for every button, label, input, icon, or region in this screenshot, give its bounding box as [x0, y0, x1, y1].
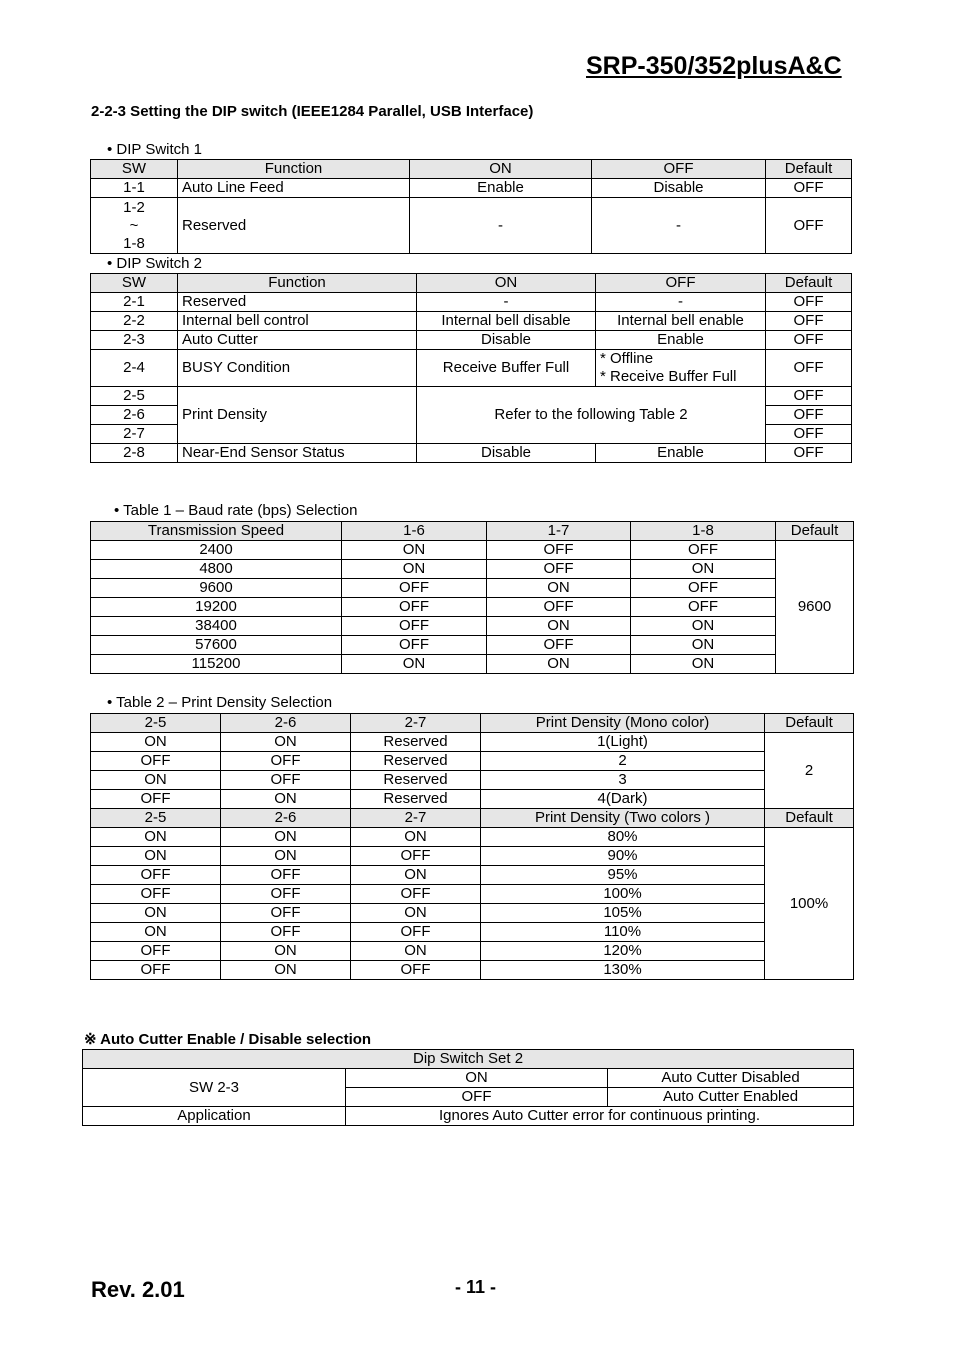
table-row: [91, 350, 852, 387]
table-cell: OFF: [221, 885, 351, 904]
header-cell: Print Density (Mono color): [481, 714, 765, 733]
table-cell: -: [417, 293, 596, 312]
table-cell: Receive Buffer Full: [417, 350, 596, 387]
table-row: [91, 942, 854, 961]
table-cell: 2-1: [91, 293, 178, 312]
table-row: [91, 560, 854, 579]
table-cell: OFF: [221, 923, 351, 942]
default-cell: 2: [765, 733, 854, 809]
table-cell: 2400: [91, 541, 342, 560]
table-cell: ON: [631, 560, 776, 579]
table-cell: ON: [221, 790, 351, 809]
default-cell: 9600: [776, 541, 854, 674]
table-row: [91, 771, 854, 790]
table-row: [91, 541, 854, 560]
table-cell: 115200: [91, 655, 342, 674]
table-cell: Disable: [592, 179, 766, 198]
header-cell: 2-6: [221, 809, 351, 828]
off-condition-offline: * Offline: [600, 350, 654, 367]
table-cell: SW 2-3: [83, 1069, 346, 1107]
table-row: [91, 885, 854, 904]
table-cell: Reserved: [178, 198, 410, 254]
revision-label: Rev. 2.01: [91, 1277, 185, 1302]
table-cell: -: [410, 198, 592, 254]
table-cell: OFF: [766, 179, 852, 198]
table-cell: 80%: [481, 828, 765, 847]
table-cell: 57600: [91, 636, 342, 655]
table-cell: OFF: [766, 293, 852, 312]
table-cell: Auto Cutter Enabled: [608, 1088, 854, 1107]
header-cell: SW: [91, 160, 178, 179]
table-cell: 3: [481, 771, 765, 790]
table-cell: OFF: [766, 387, 852, 406]
table-cell: 1-1: [91, 179, 178, 198]
table-header-row: [91, 714, 854, 733]
table-cell: ON: [342, 541, 487, 560]
section-title: 2-2-3 Setting the DIP switch (IEEE1284 Parallel, USB Interface): [91, 103, 534, 120]
table-cell: 100%: [481, 885, 765, 904]
table-cell: 38400: [91, 617, 342, 636]
table-cell: Internal bell control: [178, 312, 417, 331]
header-cell: OFF: [596, 274, 766, 293]
header-cell: Transmission Speed: [91, 522, 342, 541]
table-cell: ON: [487, 655, 631, 674]
table-cell: ON: [342, 560, 487, 579]
table-cell: OFF: [91, 885, 221, 904]
table-cell: ON: [487, 579, 631, 598]
table-cell: Enable: [596, 444, 766, 463]
document-title: SRP-350/352plusA&C: [586, 52, 842, 80]
table-cell: ON: [346, 1069, 608, 1088]
table-cell: ON: [91, 828, 221, 847]
table-cell: OFF: [346, 1088, 608, 1107]
table-cell: ON: [351, 866, 481, 885]
table-cell: OFF: [487, 560, 631, 579]
table-cell: ON: [91, 923, 221, 942]
table-cell: OFF: [91, 961, 221, 980]
table-row: [91, 444, 852, 463]
table-cell: [596, 350, 766, 387]
table-cell: Internal bell enable: [596, 312, 766, 331]
table-row: [83, 1069, 854, 1088]
table-cell: Auto Cutter: [178, 331, 417, 350]
table-cell: Auto Cutter Disabled: [608, 1069, 854, 1088]
table-row: [91, 752, 854, 771]
table-row: [91, 961, 854, 980]
table-cell: OFF: [766, 312, 852, 331]
header-cell: 2-7: [351, 809, 481, 828]
table-cell: Print Density: [178, 387, 417, 444]
table-header-row: [83, 1050, 854, 1069]
table-cell: OFF: [342, 636, 487, 655]
dip-switch-2-caption: • DIP Switch 2: [107, 255, 203, 272]
table-row: [91, 790, 854, 809]
header-cell: 2-6: [221, 714, 351, 733]
table-cell: ON: [351, 828, 481, 847]
table-cell: Reserved: [351, 733, 481, 752]
table-cell: 19200: [91, 598, 342, 617]
table-cell: 2-6: [91, 406, 178, 425]
table-cell: 1(Light): [481, 733, 765, 752]
table-cell: OFF: [766, 406, 852, 425]
table-cell: ON: [91, 847, 221, 866]
header-cell: 2-7: [351, 714, 481, 733]
table-row: [91, 198, 852, 254]
table-cell: 110%: [481, 923, 765, 942]
header-cell: 1-8: [631, 522, 776, 541]
table-cell: Internal bell disable: [417, 312, 596, 331]
table-cell: Ignores Auto Cutter error for continuous printing.: [346, 1107, 854, 1126]
table-cell: ON: [221, 942, 351, 961]
table-cell: OFF: [351, 961, 481, 980]
table-cell: OFF: [221, 904, 351, 923]
table-cell: Auto Line Feed: [178, 179, 410, 198]
table-cell: Reserved: [351, 752, 481, 771]
table-cell: OFF: [631, 541, 776, 560]
table-row: [91, 331, 852, 350]
table-cell: 4800: [91, 560, 342, 579]
table-cell: OFF: [221, 771, 351, 790]
table-cell: Reserved: [351, 790, 481, 809]
table-cell: Enable: [410, 179, 592, 198]
table-cell: OFF: [487, 598, 631, 617]
baud-rate-table: [90, 521, 854, 674]
table-row: [91, 655, 854, 674]
table-header-row: [91, 160, 852, 179]
table-cell: Reserved: [178, 293, 417, 312]
table-cell: Near-End Sensor Status: [178, 444, 417, 463]
table-cell: ON: [351, 942, 481, 961]
header-cell: Default: [766, 274, 852, 293]
table-cell: 105%: [481, 904, 765, 923]
table-cell: 120%: [481, 942, 765, 961]
table-cell: Enable: [596, 331, 766, 350]
header-cell: Function: [178, 160, 410, 179]
table-header-row: [91, 522, 854, 541]
table-row: [91, 636, 854, 655]
auto-cutter-heading: ※ Auto Cutter Enable / Disable selection: [84, 1031, 372, 1048]
table-cell: 4(Dark): [481, 790, 765, 809]
table-cell: OFF: [487, 541, 631, 560]
table-cell: OFF: [766, 425, 852, 444]
header-cell: 1-6: [342, 522, 487, 541]
table-cell: OFF: [91, 942, 221, 961]
table-cell: OFF: [342, 617, 487, 636]
table-row: [91, 387, 852, 406]
table-cell: OFF: [91, 790, 221, 809]
table-cell: ON: [91, 733, 221, 752]
table-cell: OFF: [766, 331, 852, 350]
table-cell: OFF: [342, 598, 487, 617]
table-cell: OFF: [631, 579, 776, 598]
table-cell: [91, 198, 178, 254]
page-number: - 11 -: [455, 1277, 497, 1297]
table-cell: ON: [631, 655, 776, 674]
table-cell: OFF: [351, 923, 481, 942]
table-row: [91, 847, 854, 866]
table-row: [91, 923, 854, 942]
table-row: [83, 1107, 854, 1126]
table-cell: 90%: [481, 847, 765, 866]
table-row: [91, 312, 852, 331]
table-cell: 2: [481, 752, 765, 771]
table-cell: BUSY Condition: [178, 350, 417, 387]
table-1-caption: • Table 1 – Baud rate (bps) Selection: [114, 502, 358, 519]
table-row: [91, 598, 854, 617]
dip-switch-2-table: [90, 273, 852, 463]
table-cell: 2-2: [91, 312, 178, 331]
table-cell: 9600: [91, 579, 342, 598]
print-density-table: [90, 713, 854, 980]
table-cell: Application: [83, 1107, 346, 1126]
table-cell: OFF: [221, 866, 351, 885]
table-cell: -: [596, 293, 766, 312]
table-cell: ON: [631, 636, 776, 655]
header-cell: 1-7: [487, 522, 631, 541]
header-cell: ON: [417, 274, 596, 293]
table-row: [91, 828, 854, 847]
dip-switch-1-table: [90, 159, 852, 254]
table-cell: ON: [487, 617, 631, 636]
table-2-caption: • Table 2 – Print Density Selection: [107, 694, 333, 711]
header-cell: Function: [178, 274, 417, 293]
sw-range-start: 1-2: [123, 198, 145, 216]
off-condition-buffer: * Receive Buffer Full: [600, 368, 737, 385]
table-cell: OFF: [342, 579, 487, 598]
table-header-row: [91, 809, 854, 828]
table-cell: OFF: [766, 198, 852, 254]
default-cell: 100%: [765, 828, 854, 980]
table-header-row: [91, 274, 852, 293]
table-row: [91, 579, 854, 598]
header-cell: ON: [410, 160, 592, 179]
header-cell: 2-5: [91, 809, 221, 828]
header-cell: SW: [91, 274, 178, 293]
table-cell: 2-8: [91, 444, 178, 463]
table-cell: 2-4: [91, 350, 178, 387]
table-cell: OFF: [221, 752, 351, 771]
table-cell: OFF: [487, 636, 631, 655]
table-cell: OFF: [351, 885, 481, 904]
table-cell: OFF: [631, 598, 776, 617]
table-cell: Disable: [417, 331, 596, 350]
header-cell: Default: [776, 522, 854, 541]
table-cell: 95%: [481, 866, 765, 885]
table-row: [91, 733, 854, 752]
table-cell: ON: [351, 904, 481, 923]
sw-range-end: 1-8: [123, 234, 145, 252]
table-cell: ON: [91, 771, 221, 790]
table-row: [91, 904, 854, 923]
table-cell: ON: [91, 904, 221, 923]
table-cell: ON: [221, 961, 351, 980]
table-row: [91, 293, 852, 312]
table-cell: 2-7: [91, 425, 178, 444]
table-cell: OFF: [766, 350, 852, 387]
table-cell: ON: [221, 828, 351, 847]
header-cell: Print Density (Two colors ): [481, 809, 765, 828]
table-cell: 130%: [481, 961, 765, 980]
table-row: [91, 179, 852, 198]
header-cell: OFF: [592, 160, 766, 179]
table-cell: OFF: [351, 847, 481, 866]
table-cell: 2-5: [91, 387, 178, 406]
table-cell: Disable: [417, 444, 596, 463]
table-cell: ON: [221, 847, 351, 866]
table-cell: Refer to the following Table 2: [417, 387, 766, 444]
table-cell: OFF: [91, 866, 221, 885]
table-cell: Reserved: [351, 771, 481, 790]
table-row: [91, 866, 854, 885]
dip-switch-1-caption: • DIP Switch 1: [107, 141, 203, 158]
table-cell: ON: [631, 617, 776, 636]
header-cell: Default: [765, 809, 854, 828]
table-row: [91, 617, 854, 636]
header-cell: Default: [766, 160, 852, 179]
table-cell: 2-3: [91, 331, 178, 350]
table-cell: OFF: [766, 444, 852, 463]
table-cell: -: [592, 198, 766, 254]
header-cell: Default: [765, 714, 854, 733]
auto-cutter-table: [82, 1049, 854, 1126]
table-cell: ON: [342, 655, 487, 674]
table-cell: ON: [221, 733, 351, 752]
header-cell: Dip Switch Set 2: [83, 1050, 854, 1069]
table-cell: OFF: [91, 752, 221, 771]
sw-range-tilde: ~: [129, 216, 139, 234]
header-cell: 2-5: [91, 714, 221, 733]
